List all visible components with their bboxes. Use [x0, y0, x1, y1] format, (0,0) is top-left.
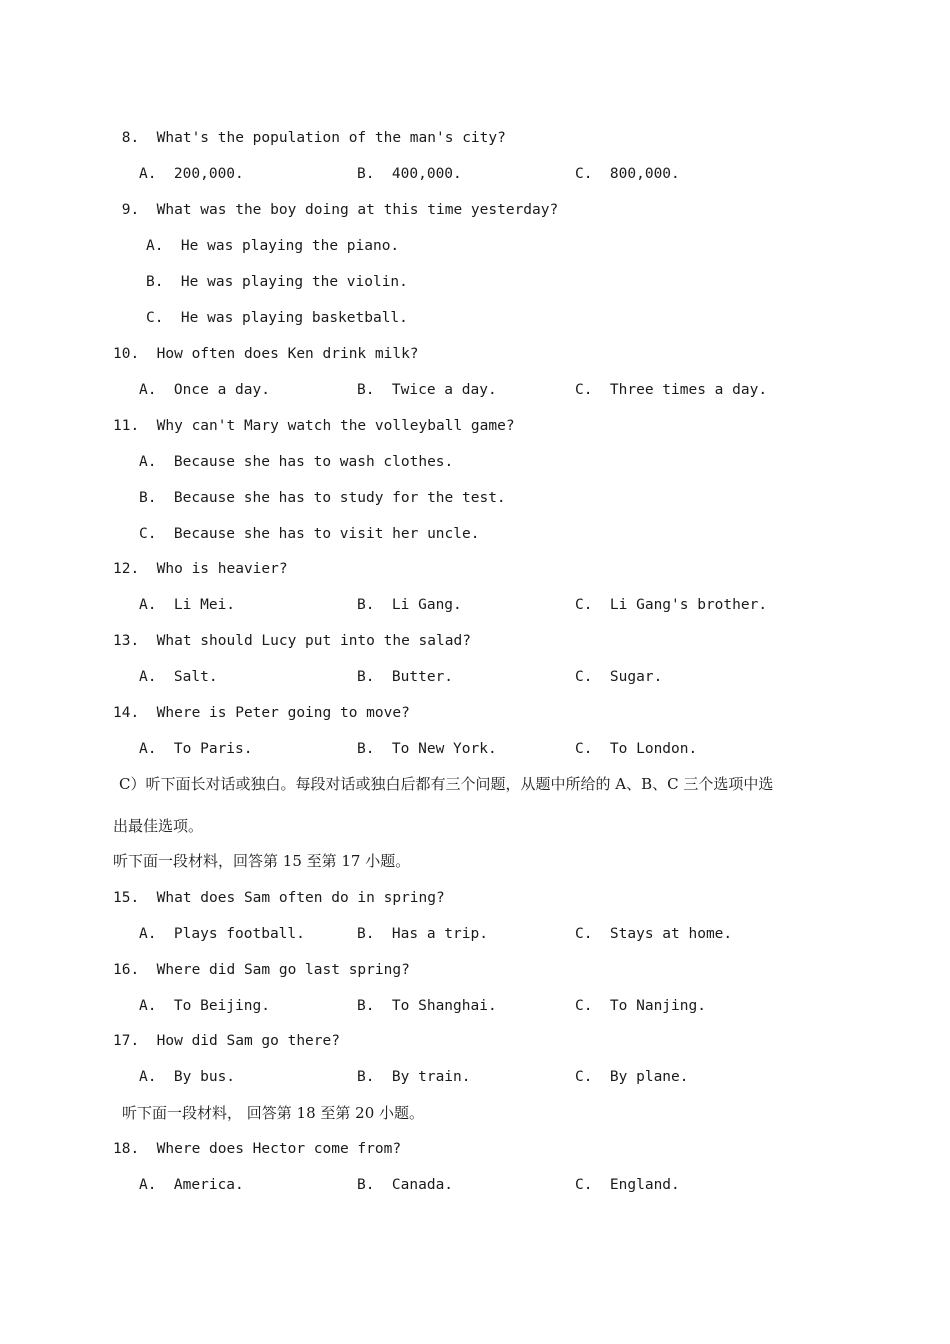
option-c: C. He was playing basketball.	[146, 310, 408, 326]
question-stem: 18. Where does Hector come from?	[113, 1141, 402, 1157]
option-a: A. America.	[139, 1177, 244, 1193]
option-a: A. Li Mei.	[139, 597, 236, 613]
option-b: B. Twice a day.	[357, 382, 497, 398]
question-stem: 14. Where is Peter going to move?	[113, 705, 410, 721]
option-a: A. Because she has to wash clothes.	[139, 454, 454, 470]
question-stem: 8. What's the population of the man's city?	[113, 130, 506, 146]
option-c: C. England.	[575, 1177, 680, 1193]
option-b: B. Has a trip.	[357, 926, 488, 942]
material-heading: 听下面一段材料，回答第 15 至第 17 小题。	[113, 852, 411, 870]
question-stem: 15. What does Sam often do in spring?	[113, 890, 445, 906]
question-stem: 10. How often does Ken drink milk?	[113, 346, 419, 362]
option-a: A. To Beijing.	[139, 998, 270, 1014]
question-stem: 17. How did Sam go there?	[113, 1033, 340, 1049]
option-a: A. 200,000.	[139, 166, 244, 182]
option-c: C. Because she has to visit her uncle.	[139, 526, 480, 542]
question-stem: 11. Why can't Mary watch the volleyball game?	[113, 418, 515, 434]
option-b: B. By train.	[357, 1069, 471, 1085]
option-b: B. To Shanghai.	[357, 998, 497, 1014]
option-c: C. 800,000.	[575, 166, 680, 182]
option-b: B. Canada.	[357, 1177, 454, 1193]
option-a: A. To Paris.	[139, 741, 253, 757]
option-a: A. Once a day.	[139, 382, 270, 398]
question-stem: 16. Where did Sam go last spring?	[113, 962, 410, 978]
option-c: C. To Nanjing.	[575, 998, 706, 1014]
option-a: A. By bus.	[139, 1069, 236, 1085]
option-c: C. Three times a day.	[575, 382, 768, 398]
option-a: A. Plays football.	[139, 926, 305, 942]
option-c: C. By plane.	[575, 1069, 689, 1085]
option-c: C. Stays at home.	[575, 926, 733, 942]
option-a: A. Salt.	[139, 669, 218, 685]
option-c: C. Li Gang's brother.	[575, 597, 768, 613]
option-b: B. Butter.	[357, 669, 454, 685]
option-b: B. Li Gang.	[357, 597, 462, 613]
question-stem: 12. Who is heavier?	[113, 561, 288, 577]
option-b: B. 400,000.	[357, 166, 462, 182]
question-stem: 9. What was the boy doing at this time yesterday?	[113, 202, 559, 218]
question-stem: 13. What should Lucy put into the salad?	[113, 633, 471, 649]
option-c: C. To London.	[575, 741, 698, 757]
option-b: B. To New York.	[357, 741, 497, 757]
option-b: B. Because she has to study for the test.	[139, 490, 506, 506]
material-heading: 听下面一段材料， 回答第 18 至第 20 小题。	[122, 1104, 425, 1122]
section-c-instruction: C）听下面长对话或独白。每段对话或独白后都有三个问题，从题中所给的 A、B、C 三个选项中选	[119, 775, 774, 793]
section-c-instruction-cont: 出最佳选项。	[113, 817, 204, 835]
option-a: A. He was playing the piano.	[146, 238, 400, 254]
option-c: C. Sugar.	[575, 669, 663, 685]
option-b: B. He was playing the violin.	[146, 274, 408, 290]
